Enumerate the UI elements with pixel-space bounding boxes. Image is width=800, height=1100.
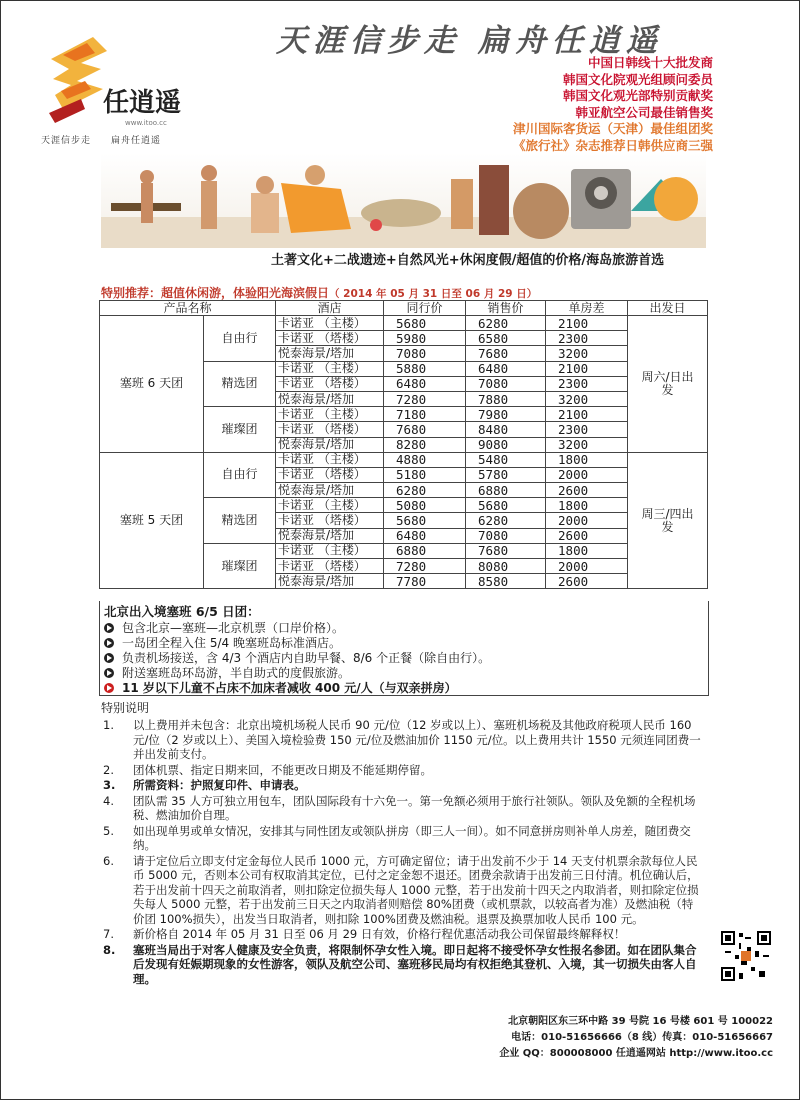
trade-price: 5880 [384, 361, 466, 376]
sale-price: 7680 [466, 543, 546, 558]
hotel-name: 悦泰海景/塔加 [276, 528, 384, 543]
sale-price: 6280 [466, 316, 546, 331]
sale-price: 7680 [466, 346, 546, 361]
tour-type: 璀璨团 [204, 407, 276, 453]
promo-label: 特别推荐：超值休闲游，体验阳光海滨假日 [101, 286, 330, 300]
award-item: 韩国文化院观光组顾问委员 [562, 71, 713, 87]
footer-contact [499, 1014, 773, 1062]
group-name: 塞班 5 天团 [100, 452, 204, 589]
note-item [101, 943, 701, 987]
hotel-name: 卡诺亚 （主楼） [276, 543, 384, 558]
note-item [101, 794, 701, 823]
single-supplement: 2100 [546, 316, 628, 331]
logo-text: 任逍遥 [103, 88, 182, 118]
note-item [101, 927, 701, 942]
sale-price: 5480 [466, 452, 546, 467]
single-supplement: 3200 [546, 346, 628, 361]
single-supplement: 2000 [546, 513, 628, 528]
note-number: 2. [103, 762, 114, 777]
beach-banner-illustration [101, 153, 706, 248]
departure-days: 周三/四出发 [628, 452, 708, 589]
inclusion-item [100, 666, 708, 681]
hotel-name: 卡诺亚 （塔楼） [276, 513, 384, 528]
note-number: 4. [103, 793, 114, 808]
note-number: 8. [103, 942, 116, 957]
sale-price: 8080 [466, 559, 546, 574]
award-item: 津川国际客货运（天津）最佳组团奖 [512, 121, 713, 136]
inclusion-text: 一岛团全程入住 5/4 晚塞班岛标准酒店。 [122, 636, 341, 650]
note-item [101, 824, 701, 853]
departure-days: 周六/日出发 [628, 316, 708, 453]
promo-heading [101, 284, 537, 301]
table-row [100, 452, 708, 467]
trade-price: 5680 [384, 513, 466, 528]
hotel-name: 悦泰海景/塔加 [276, 483, 384, 498]
trade-price: 4880 [384, 452, 466, 467]
note-number: 5. [103, 823, 114, 838]
sale-price: 5780 [466, 467, 546, 482]
awards-list [513, 55, 713, 154]
trade-price: 7180 [384, 407, 466, 422]
company-logo [41, 29, 201, 139]
tour-type: 璀璨团 [204, 543, 276, 589]
promo-dates: （ 2014 年 05 月 31 日至 06 月 29 日） [329, 288, 538, 300]
trade-price: 7080 [384, 346, 466, 361]
trade-price: 7280 [384, 391, 466, 406]
footer-address: 北京朝阳区东三环中路 39 号院 16 号楼 601 号 100022 [508, 1016, 773, 1027]
hotel-name: 卡诺亚 （塔楼） [276, 467, 384, 482]
hotel-name: 悦泰海景/塔加 [276, 391, 384, 406]
sale-price: 9080 [466, 437, 546, 452]
sale-price: 7080 [466, 376, 546, 391]
single-supplement: 2300 [546, 376, 628, 391]
single-supplement: 2600 [546, 483, 628, 498]
single-supplement: 3200 [546, 391, 628, 406]
inclusions-box [99, 601, 709, 696]
single-supplement: 1800 [546, 452, 628, 467]
inclusion-item [100, 681, 708, 696]
note-number: 3. [103, 778, 116, 792]
inclusion-text: 负责机场接送，含 4/3 个酒店内自助早餐、8/6 个正餐（除自由行）。 [122, 651, 491, 665]
sale-price: 7880 [466, 391, 546, 406]
single-supplement: 2100 [546, 407, 628, 422]
inclusions-title: 北京出入境塞班 6/5 日团： [104, 604, 260, 619]
arrow-bullet-icon [104, 668, 114, 678]
sale-price: 6880 [466, 483, 546, 498]
tour-type: 自由行 [204, 316, 276, 362]
tagline: 土著文化+二战遗迹+自然风光+休闲度假/超值的价格/海岛旅游首选 [271, 253, 665, 268]
arrow-bullet-icon [104, 653, 114, 663]
header-single-supplement: 单房差 [546, 301, 628, 316]
note-text: 如出现单男或单女情况，安排其与同性团友或领队拼房（即三人一间）。如不同意拼房则补单人房差，随团费交纳。 [133, 823, 691, 852]
arrow-bullet-icon [104, 683, 114, 693]
trade-price: 5180 [384, 467, 466, 482]
sale-price: 7080 [466, 528, 546, 543]
notes-section [101, 699, 701, 987]
award-item: 韩国文化观光部特别贡献奖 [562, 88, 713, 103]
qr-code [721, 931, 771, 981]
inclusion-text: 11 岁以下儿童不占床不加床者减收 400 元/人（与双亲拼房） [122, 681, 457, 695]
hotel-name: 卡诺亚 （塔楼） [276, 331, 384, 346]
inclusion-item [100, 621, 708, 636]
hotel-name: 卡诺亚 （主楼） [276, 498, 384, 513]
sale-price: 5680 [466, 498, 546, 513]
single-supplement: 2300 [546, 422, 628, 437]
notes-title: 特别说明 [101, 701, 150, 715]
arrow-bullet-icon [104, 623, 114, 633]
award-item: 韩亚航空公司最佳销售奖 [575, 104, 713, 120]
hotel-name: 悦泰海景/塔加 [276, 437, 384, 452]
award-item: 《旅行社》杂志推荐日韩供应商三强 [512, 137, 713, 153]
note-item [101, 763, 701, 778]
group-name: 塞班 6 天团 [100, 316, 204, 453]
note-item [101, 778, 701, 793]
sale-price: 6480 [466, 361, 546, 376]
table-row [100, 316, 708, 331]
note-text: 新价格自 2014 年 05 月 31 日至 06 月 29 日有效，价格行程优惠活动我公司保留最终解释权！ [133, 927, 626, 941]
single-supplement: 1800 [546, 498, 628, 513]
sale-price: 6580 [466, 331, 546, 346]
slogan: 天涯信步走 扁舟任逍遥 [276, 23, 663, 59]
trade-price: 6480 [384, 376, 466, 391]
trade-price: 6880 [384, 543, 466, 558]
trade-price: 8280 [384, 437, 466, 452]
price-table [99, 300, 708, 589]
hotel-name: 卡诺亚 （塔楼） [276, 422, 384, 437]
note-text: 以上费用并未包含：北京出境机场税人民币 90 元/位（12 岁或以上）、塞班机场税及其他政府税项人民币 160 元/位（2 岁或以上）、美国入境检验费 150 元/位及燃油加价 1150 元/位。以上费用共计 1550 元须连同团费一并出发前支付。 [133, 718, 701, 761]
header-product: 产品名称 [100, 301, 276, 316]
inclusion-text: 附送塞班岛环岛游，半自助式的度假旅游。 [122, 666, 351, 680]
sale-price: 8480 [466, 422, 546, 437]
note-text: 团队需 35 人方可独立用包车，团队国际段有十六免一。第一免额必须用于旅行社领队。领队及免额的全程机场税、燃油加价自理。 [133, 793, 696, 822]
sale-price: 6280 [466, 513, 546, 528]
note-text: 请于定位后立即支付定金每位人民币 1000 元，方可确定留位；请于出发前不少于 14 天支付机票余款每位人民币 5000 元，否则本公司有权取消其定位，已付之定金恕不退还。团费余款请于出发前三日付清。机位确认后，若于出发前十四天之前取消者，则扣除定位损失每人 1000 元整，若于出发前十四天之内取消者，则扣除定位损失每人 5000 元整，若于出发前三日天之内取消者则赔偿 80%团费（或机票款，以较高者为准）及燃油税（特价团 100%损失），出发当日取消者，则扣除 100%团费及燃油税。退票及换票加收人民币 100 元。 [133, 853, 699, 926]
hotel-name: 卡诺亚 （主楼） [276, 407, 384, 422]
header-trade-price: 同行价 [384, 301, 466, 316]
trade-price: 5680 [384, 316, 466, 331]
inclusion-text: 包含北京—塞班—北京机票（口岸价格）。 [122, 621, 345, 635]
note-text: 团体机票、指定日期来回，不能更改日期及不能延期停留。 [133, 762, 432, 777]
note-text: 所需资料：护照复印件、申请表。 [133, 778, 306, 792]
header-sale-price: 销售价 [466, 301, 546, 316]
single-supplement: 2100 [546, 361, 628, 376]
trade-price: 7680 [384, 422, 466, 437]
note-number: 6. [103, 853, 114, 868]
note-item [101, 854, 701, 927]
sale-price: 7980 [466, 407, 546, 422]
note-item [101, 718, 701, 762]
trade-price: 6480 [384, 528, 466, 543]
trade-price: 6280 [384, 483, 466, 498]
logo-url: www.itoo.cc [125, 119, 167, 127]
logo-tagline: 天涯信步走 扁舟任逍遥 [41, 136, 162, 146]
trade-price: 5080 [384, 498, 466, 513]
hotel-name: 卡诺亚 （主楼） [276, 452, 384, 467]
single-supplement: 2300 [546, 331, 628, 346]
trade-price: 5980 [384, 331, 466, 346]
header-hotel: 酒店 [276, 301, 384, 316]
inclusion-item [100, 636, 708, 651]
hotel-name: 卡诺亚 （塔楼） [276, 559, 384, 574]
single-supplement: 1800 [546, 543, 628, 558]
single-supplement: 2000 [546, 467, 628, 482]
note-number: 7. [103, 927, 114, 941]
footer-phone: 电话：010-51656666（8 线）传真：010-51656667 [511, 1032, 773, 1043]
hotel-name: 悦泰海景/塔加 [276, 346, 384, 361]
hotel-name: 卡诺亚 （主楼） [276, 361, 384, 376]
award-item: 中国日韩线十大批发商 [587, 55, 713, 70]
header-departure: 出发日 [628, 301, 708, 316]
tour-type: 自由行 [204, 452, 276, 498]
tour-type: 精选团 [204, 498, 276, 544]
inclusion-item [100, 651, 708, 666]
table-header-row [100, 301, 708, 316]
single-supplement: 2000 [546, 559, 628, 574]
single-supplement: 2600 [546, 574, 628, 589]
hotel-name: 卡诺亚 （主楼） [276, 316, 384, 331]
single-supplement: 2600 [546, 528, 628, 543]
note-number: 1. [103, 718, 114, 732]
tour-type: 精选团 [204, 361, 276, 407]
sale-price: 8580 [466, 574, 546, 589]
hotel-name: 悦泰海景/塔加 [276, 574, 384, 589]
trade-price: 7280 [384, 559, 466, 574]
trade-price: 7780 [384, 574, 466, 589]
note-text: 塞班当局出于对客人健康及安全负责，将限制怀孕女性入境。即日起将不接受怀孕女性报名参团。如在团队集合后发现有妊娠期现象的女性游客，领队及航空公司、塞班移民局均有权拒绝其登机、入境，其一切损失由客人自理。 [133, 942, 697, 986]
hotel-name: 卡诺亚 （塔楼） [276, 376, 384, 391]
footer-web: 企业 QQ：800008000 任逍遥网站 http://www.itoo.cc [499, 1048, 773, 1059]
single-supplement: 3200 [546, 437, 628, 452]
arrow-bullet-icon [104, 638, 114, 648]
